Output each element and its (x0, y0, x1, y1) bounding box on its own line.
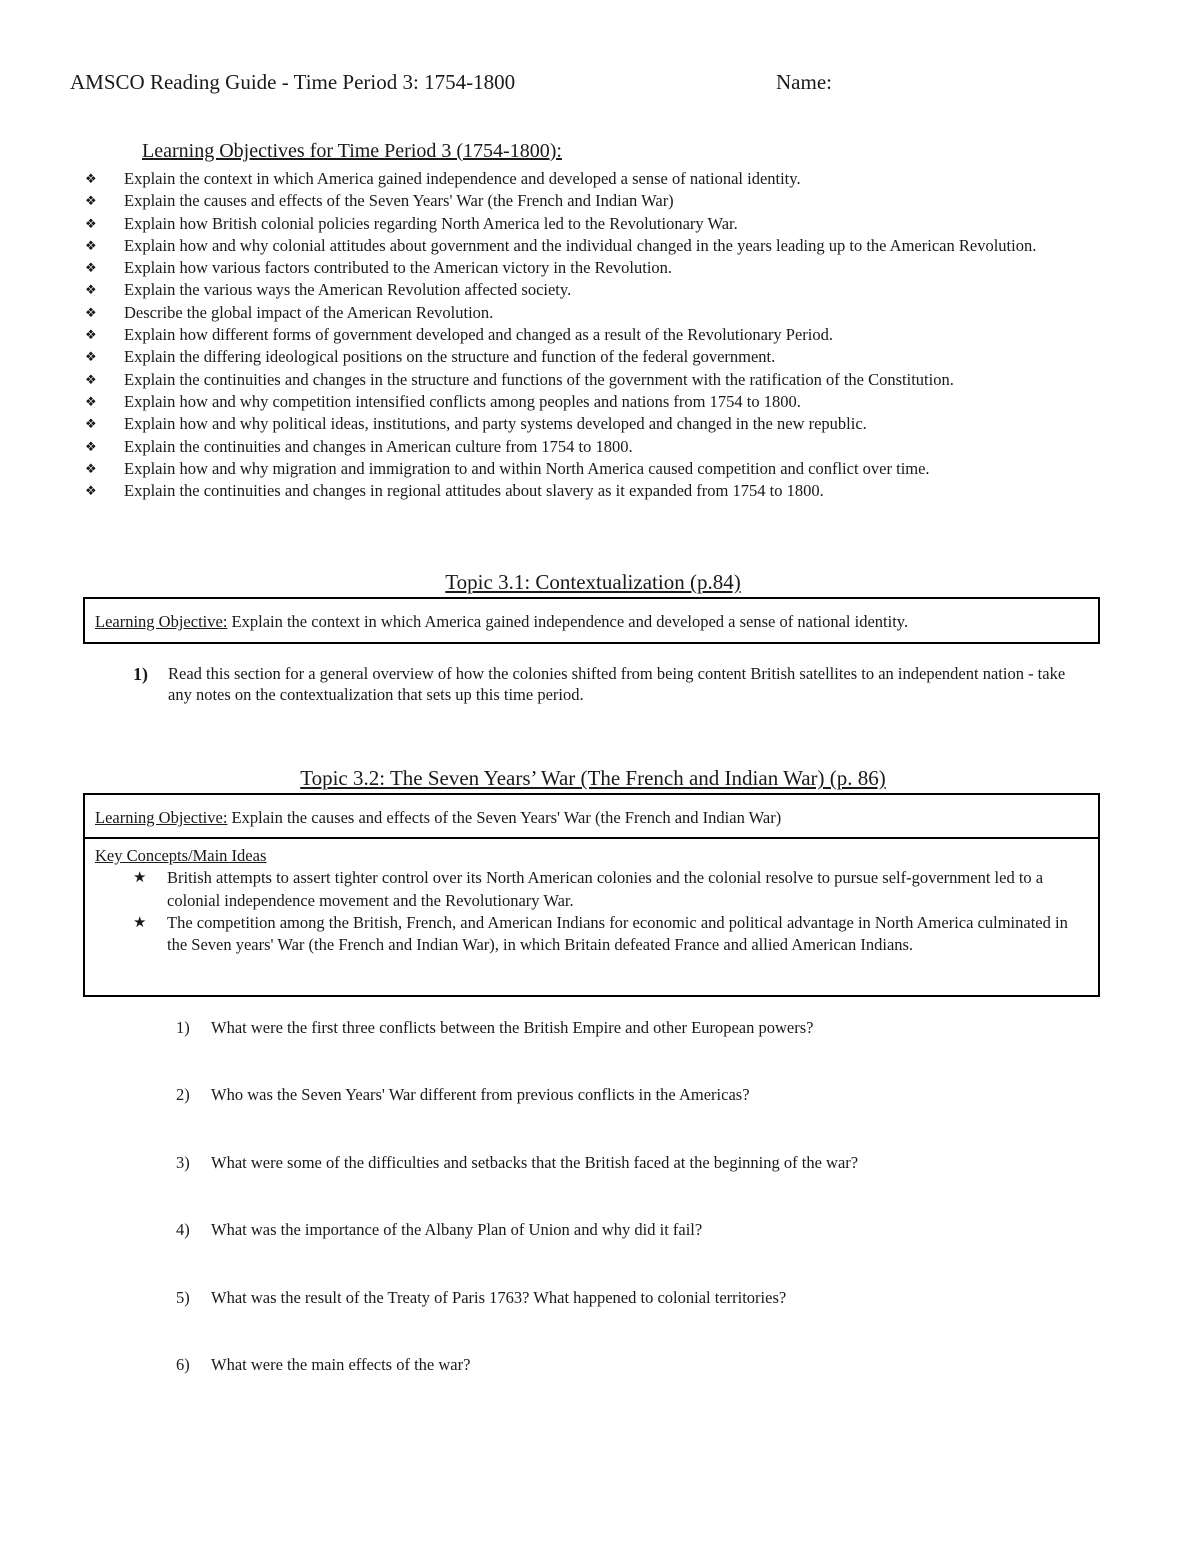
learning-objective-item (85, 213, 1125, 235)
diamond-bullet-icon: ❖ (85, 304, 97, 320)
key-concept-text: The competition among the British, French, and American Indians for economic and political advantage in North America culminated in the Seven years' War (the French and Indian War), in which Britain defeated France and allied American Indians. (167, 912, 1068, 955)
question-number: 5) (176, 1287, 190, 1307)
key-concept-item (95, 912, 1088, 957)
key-concepts-section (85, 839, 1098, 956)
question-item (176, 1220, 1076, 1287)
topic-3-2-objective (85, 795, 1098, 839)
document-title: AMSCO Reading Guide - Time Period 3: 1754-1800 (70, 70, 516, 94)
learning-objective-text: Explain how and why political ideas, institutions, and party systems developed and changed in the new republic. (124, 414, 867, 434)
key-concepts-list (95, 867, 1088, 956)
learning-objective-text: Explain the differing ideological positions on the structure and function of the federal government. (124, 347, 776, 367)
key-concept-text: British attempts to assert tighter control over its North American colonies and the colonial resolve to pursue self-government led to a colonial independence movement and the Revolutionary War. (167, 868, 1044, 910)
learning-objective-item (85, 190, 1125, 212)
question-number: 1) (133, 664, 148, 684)
diamond-bullet-icon: ❖ (85, 282, 97, 298)
topic-3-2-questions (176, 1018, 1076, 1422)
diamond-bullet-icon: ❖ (85, 193, 97, 209)
question-text: What was the result of the Treaty of Paris 1763? What happened to colonial territories? (211, 1287, 787, 1307)
diamond-bullet-icon: ❖ (85, 416, 97, 432)
key-concepts-label: Key Concepts/Main Ideas (95, 846, 267, 865)
topic-3-1-objective-box (83, 597, 1100, 644)
diamond-bullet-icon: ❖ (85, 438, 97, 454)
learning-objective-text: Describe the global impact of the American Revolution. (124, 302, 494, 322)
page-header (70, 70, 1130, 100)
question-text: Read this section for a general overview of how the colonies shifted from being content British satellites to an independent nation - take any notes on the contextualization that sets up this time period. (168, 664, 1066, 704)
learning-objective-item (85, 413, 1125, 435)
learning-objective-text: Explain how and why migration and immigration to and within North America caused competition and conflict over time. (124, 458, 930, 478)
diamond-bullet-icon: ❖ (85, 260, 97, 276)
topic-3-2-heading: Topic 3.2: The Seven Years’ War (The French and Indian War) (p. 86) (300, 766, 886, 790)
name-label: Name: (776, 70, 832, 94)
learning-objective-text: Explain how British colonial policies regarding North America led to the Revolutionary War. (124, 213, 738, 233)
learning-objective-item (85, 458, 1125, 480)
question-item (176, 1153, 1076, 1220)
topic-3-2-box (83, 793, 1100, 997)
learning-objective-item (85, 168, 1125, 190)
question-text: What were some of the difficulties and setbacks that the British faced at the beginning of the war? (211, 1152, 859, 1172)
learning-objective-item (85, 346, 1125, 368)
learning-objective-item (85, 257, 1125, 279)
diamond-bullet-icon: ❖ (85, 237, 97, 253)
learning-objective-item (85, 324, 1125, 346)
learning-objective-label: Learning Objective: (95, 612, 228, 631)
learning-objective-text: Explain the continuities and changes in regional attitudes about slavery as it expanded from 1754 to 1800. (124, 481, 824, 501)
learning-objective-text: Explain how and why competition intensified conflicts among peoples and nations from 1754 to 1800. (124, 391, 801, 411)
question-number: 3) (176, 1152, 190, 1172)
learning-objective-text: Explain the context in which America gained independence and developed a sense of national identity. (227, 612, 909, 631)
diamond-bullet-icon: ❖ (85, 349, 97, 365)
diamond-bullet-icon: ❖ (85, 393, 97, 409)
learning-objective-text: Explain the continuities and changes in American culture from 1754 to 1800. (124, 436, 633, 456)
learning-objective-text: Explain the causes and effects of the Seven Years' War (the French and Indian War) (124, 191, 674, 211)
learning-objective-text: Explain the context in which America gained independence and developed a sense of national identity. (124, 169, 801, 188)
question-number: 6) (176, 1354, 190, 1374)
question-item (176, 1355, 1076, 1422)
learning-objective-item (85, 369, 1125, 391)
learning-objective-item (85, 235, 1125, 257)
learning-objectives-list (85, 168, 1125, 502)
question-text: What were the first three conflicts between the British Empire and other European powers? (211, 1018, 814, 1037)
learning-objective-text: Explain how different forms of government developed and changed as a result of the Revolutionary Period. (124, 325, 833, 345)
diamond-bullet-icon: ❖ (85, 327, 97, 343)
question-number: 4) (176, 1220, 190, 1240)
learning-objective-text: Explain the various ways the American Revolution affected society. (124, 280, 572, 300)
question-text: What was the importance of the Albany Plan of Union and why did it fail? (211, 1220, 703, 1240)
topic-3-1-objective (85, 599, 1098, 632)
topic-3-1-question (133, 664, 1073, 705)
learning-objective-text: Explain how various factors contributed to the American victory in the Revolution. (124, 258, 673, 278)
diamond-bullet-icon: ❖ (85, 483, 97, 499)
learning-objective-text: Explain the continuities and changes in the structure and functions of the government with the ratification of the Constitution. (124, 369, 954, 389)
learning-objectives-heading: Learning Objectives for Time Period 3 (1754-1800): (142, 140, 562, 162)
diamond-bullet-icon: ❖ (85, 171, 97, 186)
learning-objective-item (85, 302, 1125, 324)
learning-objective-item (85, 279, 1125, 301)
learning-objective-text: Explain the causes and effects of the Seven Years' War (the French and Indian War) (227, 808, 782, 827)
topic-3-1-heading: Topic 3.1: Contextualization (p.84) (445, 570, 741, 594)
question-number: 1) (176, 1018, 190, 1037)
question-number: 2) (176, 1085, 190, 1105)
learning-objective-item (85, 436, 1125, 458)
key-concept-item (95, 867, 1088, 912)
learning-objective-label: Learning Objective: (95, 808, 228, 827)
learning-objective-item (85, 391, 1125, 413)
question-item (176, 1018, 1076, 1085)
learning-objective-item (85, 480, 1125, 502)
star-bullet-icon: ★ (133, 914, 147, 931)
star-bullet-icon: ★ (133, 870, 147, 887)
diamond-bullet-icon: ❖ (85, 215, 97, 231)
learning-objective-text: Explain how and why colonial attitudes about government and the individual changed in the years leading up to the American Revolution. (124, 235, 1037, 255)
question-text: What were the main effects of the war? (211, 1354, 471, 1374)
question-item (176, 1085, 1076, 1152)
question-text: Who was the Seven Years' War different from previous conflicts in the Americas? (211, 1085, 750, 1105)
diamond-bullet-icon: ❖ (85, 460, 97, 476)
question-item (176, 1288, 1076, 1355)
diamond-bullet-icon: ❖ (85, 371, 97, 387)
